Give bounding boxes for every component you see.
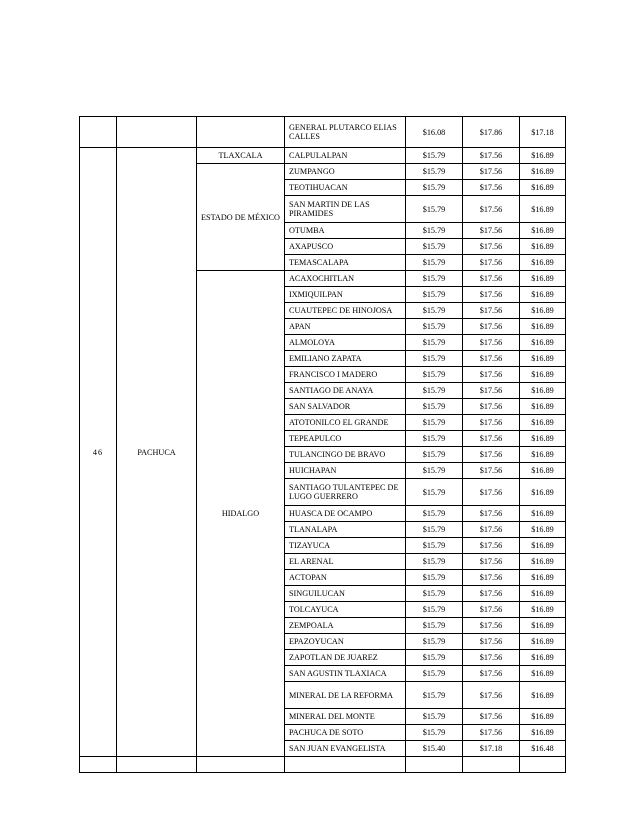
price-table xyxy=(79,116,566,773)
price-cell-2: $17.56 xyxy=(463,709,520,725)
price-cell-1: $15.79 xyxy=(406,586,463,602)
price-cell-2: $17.56 xyxy=(463,554,520,570)
price-cell-1: $15.79 xyxy=(406,399,463,415)
price-cell-2: $17.56 xyxy=(463,538,520,554)
price-cell-3: $16.48 xyxy=(520,741,566,757)
price-cell-2: $17.56 xyxy=(463,447,520,463)
municipality-cell: SAN AGUSTIN TLAXIACA xyxy=(285,666,406,682)
municipality-cell: ATOTONILCO EL GRANDE xyxy=(285,415,406,431)
price-cell-2: $17.56 xyxy=(463,180,520,196)
price-cell-1: $15.79 xyxy=(406,725,463,741)
price-cell-2: $17.56 xyxy=(463,725,520,741)
price-cell-2: $17.56 xyxy=(463,666,520,682)
price-cell-2: $17.56 xyxy=(463,463,520,479)
price-cell-2: $17.56 xyxy=(463,506,520,522)
price-cell-1: $15.79 xyxy=(406,164,463,180)
price-cell-3: $16.89 xyxy=(520,367,566,383)
price-cell-3: $16.89 xyxy=(520,399,566,415)
price-cell-2: $17.56 xyxy=(463,415,520,431)
state-cell xyxy=(197,117,285,148)
price-cell-1: $15.79 xyxy=(406,479,463,506)
municipality-cell: IXMIQUILPAN xyxy=(285,287,406,303)
price-cell-3: $16.89 xyxy=(520,463,566,479)
price-cell-3: $16.89 xyxy=(520,415,566,431)
municipality-cell: SINGUILUCAN xyxy=(285,586,406,602)
price-cell-2: $17.56 xyxy=(463,586,520,602)
municipality-cell: TEPEAPULCO xyxy=(285,431,406,447)
price-cell-3: $16.89 xyxy=(520,586,566,602)
municipality-cell: AXAPUSCO xyxy=(285,239,406,255)
price-cell-3: $16.89 xyxy=(520,180,566,196)
municipality-cell: HUICHAPAN xyxy=(285,463,406,479)
table-row xyxy=(80,757,566,773)
municipality-cell: EL ARENAL xyxy=(285,554,406,570)
price-cell-3: $16.89 xyxy=(520,650,566,666)
price-cell-3: $16.89 xyxy=(520,335,566,351)
price-cell-3: $16.89 xyxy=(520,538,566,554)
price-cell-1: $15.79 xyxy=(406,223,463,239)
price-cell-2: $17.86 xyxy=(463,117,520,148)
municipality-cell: TOLCAYUCA xyxy=(285,602,406,618)
table-row xyxy=(80,117,566,148)
price-cell-2: $17.56 xyxy=(463,602,520,618)
zone-name-cell xyxy=(117,117,197,148)
price-cell-1: $16.08 xyxy=(406,117,463,148)
price-cell-3: $16.89 xyxy=(520,506,566,522)
price-cell-1: $15.79 xyxy=(406,367,463,383)
price-cell-2: $17.56 xyxy=(463,223,520,239)
zone-name-cell xyxy=(117,757,197,773)
municipality-cell: ZUMPANGO xyxy=(285,164,406,180)
municipality-cell: ZEMPOALA xyxy=(285,618,406,634)
price-cell-3: $16.89 xyxy=(520,271,566,287)
price-cell-1: $15.79 xyxy=(406,180,463,196)
price-cell-1: $15.79 xyxy=(406,522,463,538)
price-cell-1: $15.79 xyxy=(406,287,463,303)
price-cell-2: $17.56 xyxy=(463,634,520,650)
price-cell-1: $15.79 xyxy=(406,650,463,666)
price-cell-1 xyxy=(406,757,463,773)
price-cell-3: $16.89 xyxy=(520,570,566,586)
price-cell-1: $15.79 xyxy=(406,431,463,447)
price-cell-2: $17.56 xyxy=(463,335,520,351)
municipality-cell: PACHUCA DE SOTO xyxy=(285,725,406,741)
price-cell-1: $15.79 xyxy=(406,335,463,351)
price-cell-3: $16.89 xyxy=(520,287,566,303)
municipality-cell: SAN MARTIN DE LAS PIRAMIDES xyxy=(285,196,406,223)
price-cell-1: $15.79 xyxy=(406,666,463,682)
municipality-cell: EPAZOYUCAN xyxy=(285,634,406,650)
municipality-cell: SANTIAGO TULANTEPEC DE LUGO GUERRERO xyxy=(285,479,406,506)
price-cell-3: $16.89 xyxy=(520,148,566,164)
state-cell: HIDALGO xyxy=(197,271,285,757)
table-row xyxy=(80,148,566,164)
price-cell-2: $17.56 xyxy=(463,383,520,399)
price-cell-2: $17.56 xyxy=(463,570,520,586)
price-cell-1: $15.79 xyxy=(406,239,463,255)
municipality-cell: TIZAYUCA xyxy=(285,538,406,554)
municipality-cell: TLANALAPA xyxy=(285,522,406,538)
municipality-cell: EMILIANO ZAPATA xyxy=(285,351,406,367)
municipality-cell: TULANCINGO DE BRAVO xyxy=(285,447,406,463)
price-cell-1: $15.79 xyxy=(406,554,463,570)
price-cell-3: $16.89 xyxy=(520,618,566,634)
price-cell-1: $15.79 xyxy=(406,319,463,335)
price-cell-1: $15.79 xyxy=(406,570,463,586)
price-cell-2: $17.56 xyxy=(463,319,520,335)
price-cell-3: $16.89 xyxy=(520,725,566,741)
price-cell-3: $16.89 xyxy=(520,602,566,618)
price-cell-1: $15.79 xyxy=(406,538,463,554)
price-cell-2: $17.56 xyxy=(463,148,520,164)
price-cell-2: $17.56 xyxy=(463,650,520,666)
price-cell-3: $16.89 xyxy=(520,447,566,463)
municipality-cell: TEOTIHUACAN xyxy=(285,180,406,196)
municipality-cell: SAN JUAN EVANGELISTA xyxy=(285,741,406,757)
price-cell-1: $15.79 xyxy=(406,383,463,399)
price-cell-1: $15.79 xyxy=(406,255,463,271)
price-cell-3: $16.89 xyxy=(520,351,566,367)
price-cell-1: $15.79 xyxy=(406,709,463,725)
zone-number-cell: 46 xyxy=(80,148,117,757)
price-cell-1: $15.79 xyxy=(406,447,463,463)
municipality-cell: GENERAL PLUTARCO ELIAS CALLES xyxy=(285,117,406,148)
municipality-cell: APAN xyxy=(285,319,406,335)
price-cell-3: $16.89 xyxy=(520,709,566,725)
price-cell-2 xyxy=(463,757,520,773)
price-cell-2: $17.56 xyxy=(463,399,520,415)
price-cell-3: $16.89 xyxy=(520,479,566,506)
state-cell xyxy=(197,757,285,773)
zone-number-cell xyxy=(80,117,117,148)
municipality-cell: FRANCISCO I MADERO xyxy=(285,367,406,383)
price-cell-3: $16.89 xyxy=(520,164,566,180)
price-cell-3: $16.89 xyxy=(520,319,566,335)
price-cell-3: $16.89 xyxy=(520,522,566,538)
municipality-cell: SAN SALVADOR xyxy=(285,399,406,415)
price-cell-3: $16.89 xyxy=(520,303,566,319)
price-cell-1: $15.79 xyxy=(406,415,463,431)
price-cell-3: $16.89 xyxy=(520,239,566,255)
price-cell-2: $17.56 xyxy=(463,164,520,180)
price-cell-1: $15.79 xyxy=(406,196,463,223)
municipality-cell: CALPULALPAN xyxy=(285,148,406,164)
price-cell-1: $15.79 xyxy=(406,303,463,319)
price-cell-1: $15.79 xyxy=(406,148,463,164)
price-cell-1: $15.79 xyxy=(406,506,463,522)
price-cell-2: $17.56 xyxy=(463,303,520,319)
municipality-cell: MINERAL DEL MONTE xyxy=(285,709,406,725)
price-cell-3: $16.89 xyxy=(520,255,566,271)
zone-number-cell xyxy=(80,757,117,773)
municipality-cell: ACTOPAN xyxy=(285,570,406,586)
price-cell-2: $17.56 xyxy=(463,287,520,303)
price-cell-3: $16.89 xyxy=(520,431,566,447)
price-cell-3: $17.18 xyxy=(520,117,566,148)
price-cell-3: $16.89 xyxy=(520,554,566,570)
municipality-cell: ZAPOTLAN DE JUAREZ xyxy=(285,650,406,666)
municipality-cell: CUAUTEPEC DE HINOJOSA xyxy=(285,303,406,319)
municipality-cell: ACAXOCHITLAN xyxy=(285,271,406,287)
price-cell-2: $17.56 xyxy=(463,351,520,367)
price-cell-1: $15.79 xyxy=(406,682,463,709)
price-cell-2: $17.56 xyxy=(463,367,520,383)
state-cell: ESTADO DE MÉXICO xyxy=(197,164,285,271)
municipality-cell: SANTIAGO DE ANAYA xyxy=(285,383,406,399)
price-cell-2: $17.56 xyxy=(463,522,520,538)
municipality-cell: MINERAL DE LA REFORMA xyxy=(285,682,406,709)
price-cell-1: $15.79 xyxy=(406,463,463,479)
price-cell-2: $17.56 xyxy=(463,618,520,634)
municipality-cell xyxy=(285,757,406,773)
price-cell-1: $15.79 xyxy=(406,618,463,634)
price-cell-2: $17.56 xyxy=(463,239,520,255)
price-cell-2: $17.56 xyxy=(463,255,520,271)
state-cell: TLAXCALA xyxy=(197,148,285,164)
price-cell-1: $15.40 xyxy=(406,741,463,757)
price-cell-3: $16.89 xyxy=(520,666,566,682)
price-cell-1: $15.79 xyxy=(406,634,463,650)
price-cell-3: $16.89 xyxy=(520,634,566,650)
price-cell-1: $15.79 xyxy=(406,351,463,367)
price-cell-2: $17.56 xyxy=(463,271,520,287)
price-cell-2: $17.56 xyxy=(463,479,520,506)
municipality-cell: ALMOLOYA xyxy=(285,335,406,351)
price-cell-3: $16.89 xyxy=(520,383,566,399)
price-cell-3 xyxy=(520,757,566,773)
price-cell-2: $17.56 xyxy=(463,682,520,709)
price-cell-1: $15.79 xyxy=(406,271,463,287)
price-cell-2: $17.18 xyxy=(463,741,520,757)
price-cell-3: $16.89 xyxy=(520,223,566,239)
price-cell-2: $17.56 xyxy=(463,431,520,447)
municipality-cell: TEMASCALAPA xyxy=(285,255,406,271)
municipality-cell: HUASCA DE OCAMPO xyxy=(285,506,406,522)
price-cell-2: $17.56 xyxy=(463,196,520,223)
price-cell-3: $16.89 xyxy=(520,682,566,709)
price-cell-3: $16.89 xyxy=(520,196,566,223)
price-cell-1: $15.79 xyxy=(406,602,463,618)
zone-name-cell: PACHUCA xyxy=(117,148,197,757)
municipality-cell: OTUMBA xyxy=(285,223,406,239)
